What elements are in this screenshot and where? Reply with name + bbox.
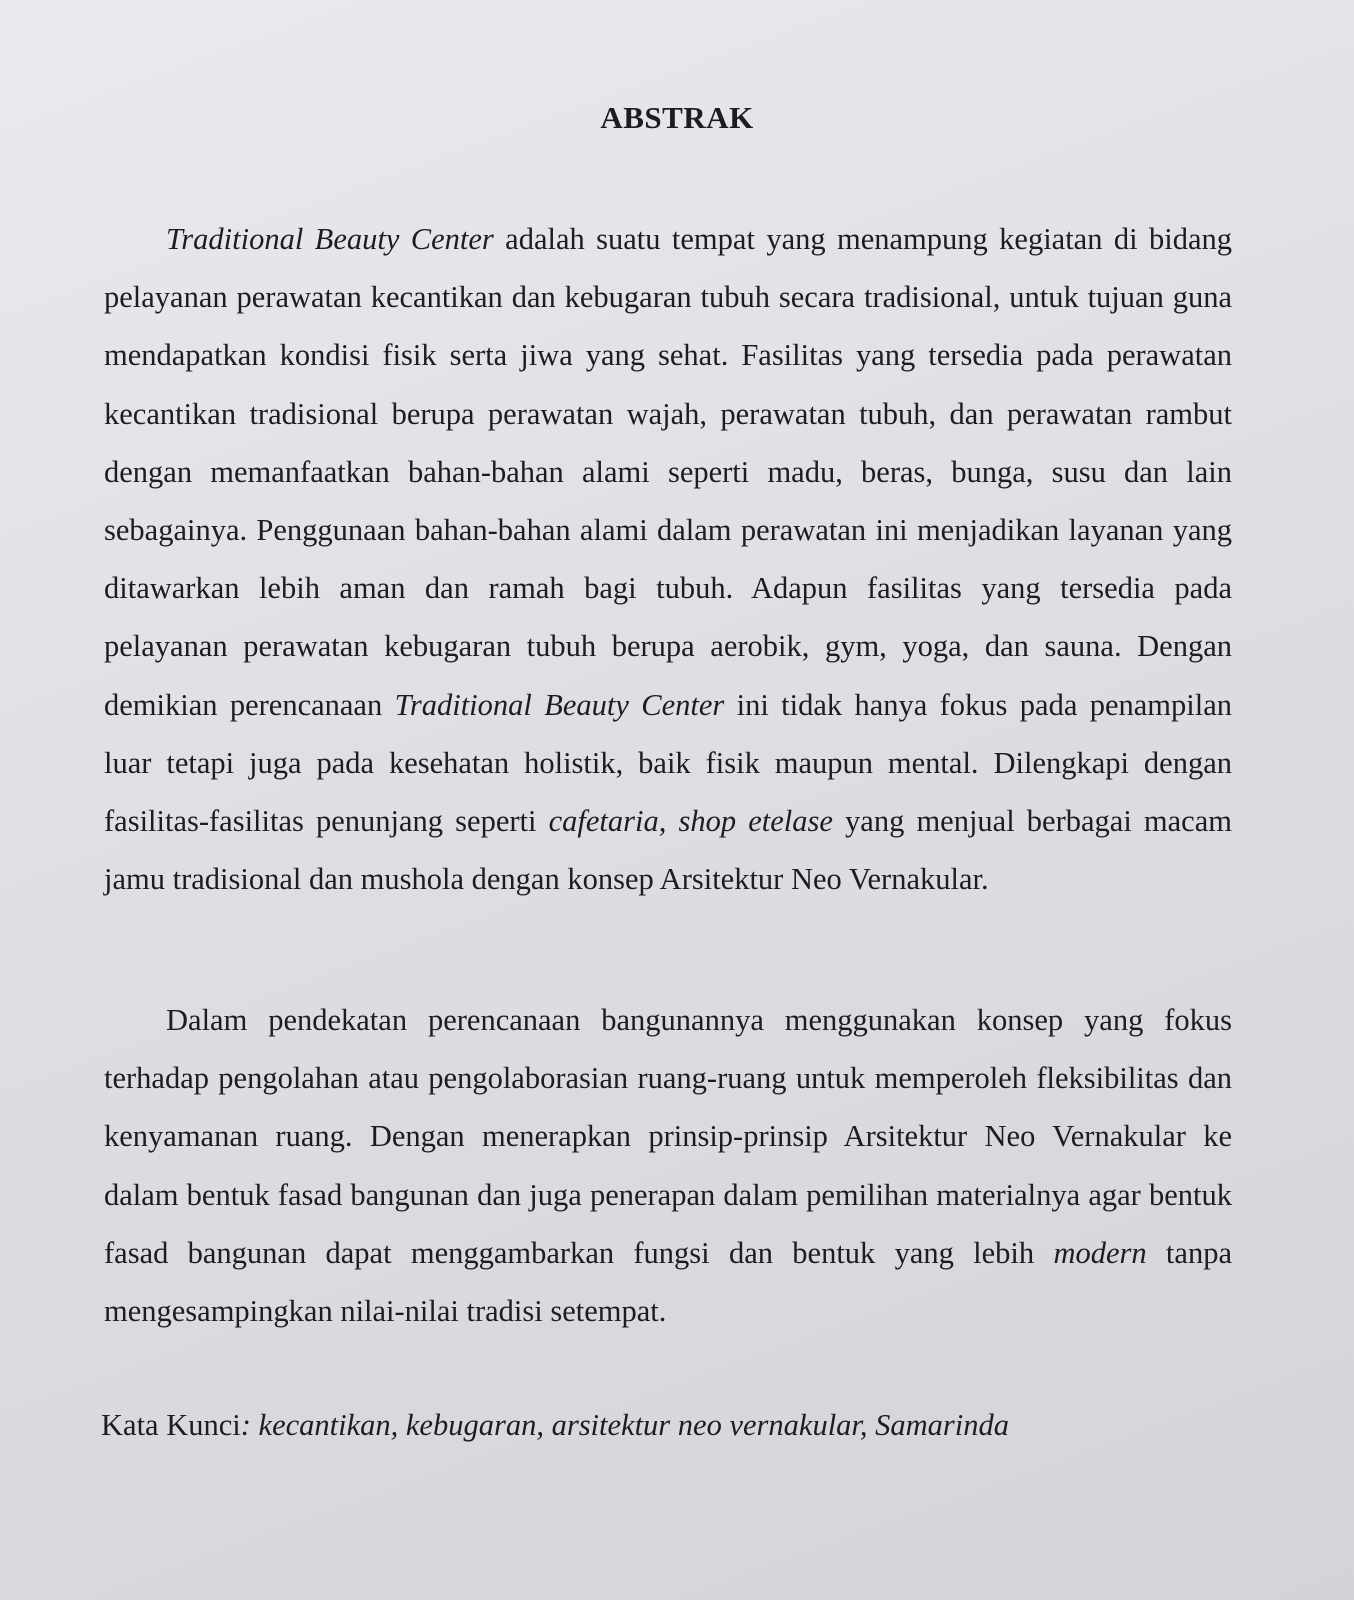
- abstract-title: ABSTRAK: [600, 100, 754, 135]
- term-traditional-beauty-center: Traditional Beauty Center: [166, 222, 494, 256]
- paragraph-1-text-a: adalah suatu tempat yang menampung kegiatan di bidang pelayanan perawatan kecantikan dan kebugaran tubuh secara tradisional, untuk tujuan guna mendapatkan kondisi fisik serta jiwa yang sehat. Fasilitas yang tersedia pada perawatan kecantikan tradisional berupa perawatan wajah, perawatan tubuh, dan perawatan rambut dengan memanfaatkan bahan-bahan alami seperti madu, beras, bunga, susu dan lain sebagainya. Penggunaan bahan-bahan alami dalam perawatan ini menjadikan layanan yang ditawarkan lebih aman dan ramah bagi tubuh. Adapun fasilitas yang tersedia pada pelayanan perawatan kebugaran tubuh berupa aerobik, gym, yoga, dan sauna. Dengan demikian perencanaan: [104, 222, 1232, 722]
- keywords-line: [101, 1405, 1281, 1445]
- keywords-label: Kata Kunci: [101, 1408, 241, 1442]
- term-traditional-beauty-center-2: Traditional Beauty Center: [394, 687, 725, 722]
- abstract-paragraph-2: [104, 991, 1232, 1340]
- keywords-value: : kecantikan, kebugaran, arsitektur neo vernakular, Samarinda: [240, 1408, 1010, 1442]
- paragraph-1-text-b: ini tidak hanya fokus pada penampilan luar tetapi juga pada kesehatan holistik, baik fisik maupun mental. Dilengkapi dengan fasilitas-fasilitas penunjang seperti: [104, 687, 1232, 839]
- term-cafetaria-shop: cafetaria, shop etelase: [548, 804, 833, 839]
- paragraph-1-text-c: yang menjual berbagai macam jamu tradisional dan mushola dengan konsep Arsitektur Neo Vernakular.: [104, 804, 1232, 897]
- abstract-paragraph-1: [104, 210, 1232, 908]
- term-modern: modern: [1053, 1235, 1147, 1270]
- paragraph-2-text-a: Dalam pendekatan perencanaan bangunannya menggunakan konsep yang fokus terhadap pengolahan atau pengolaborasian ruang-ruang untuk memperoleh fleksibilitas dan kenyamanan ruang. Dengan menerapkan prinsip-prinsip Arsitektur Neo Vernakular ke dalam bentuk fasad bangunan dan juga penerapan dalam pemilihan materialnya agar bentuk fasad bangunan dapat menggambarkan fungsi dan bentuk yang lebih: [104, 1003, 1232, 1270]
- paragraph-2-text-b: tanpa mengesampingkan nilai-nilai tradisi setempat.: [104, 1235, 1232, 1329]
